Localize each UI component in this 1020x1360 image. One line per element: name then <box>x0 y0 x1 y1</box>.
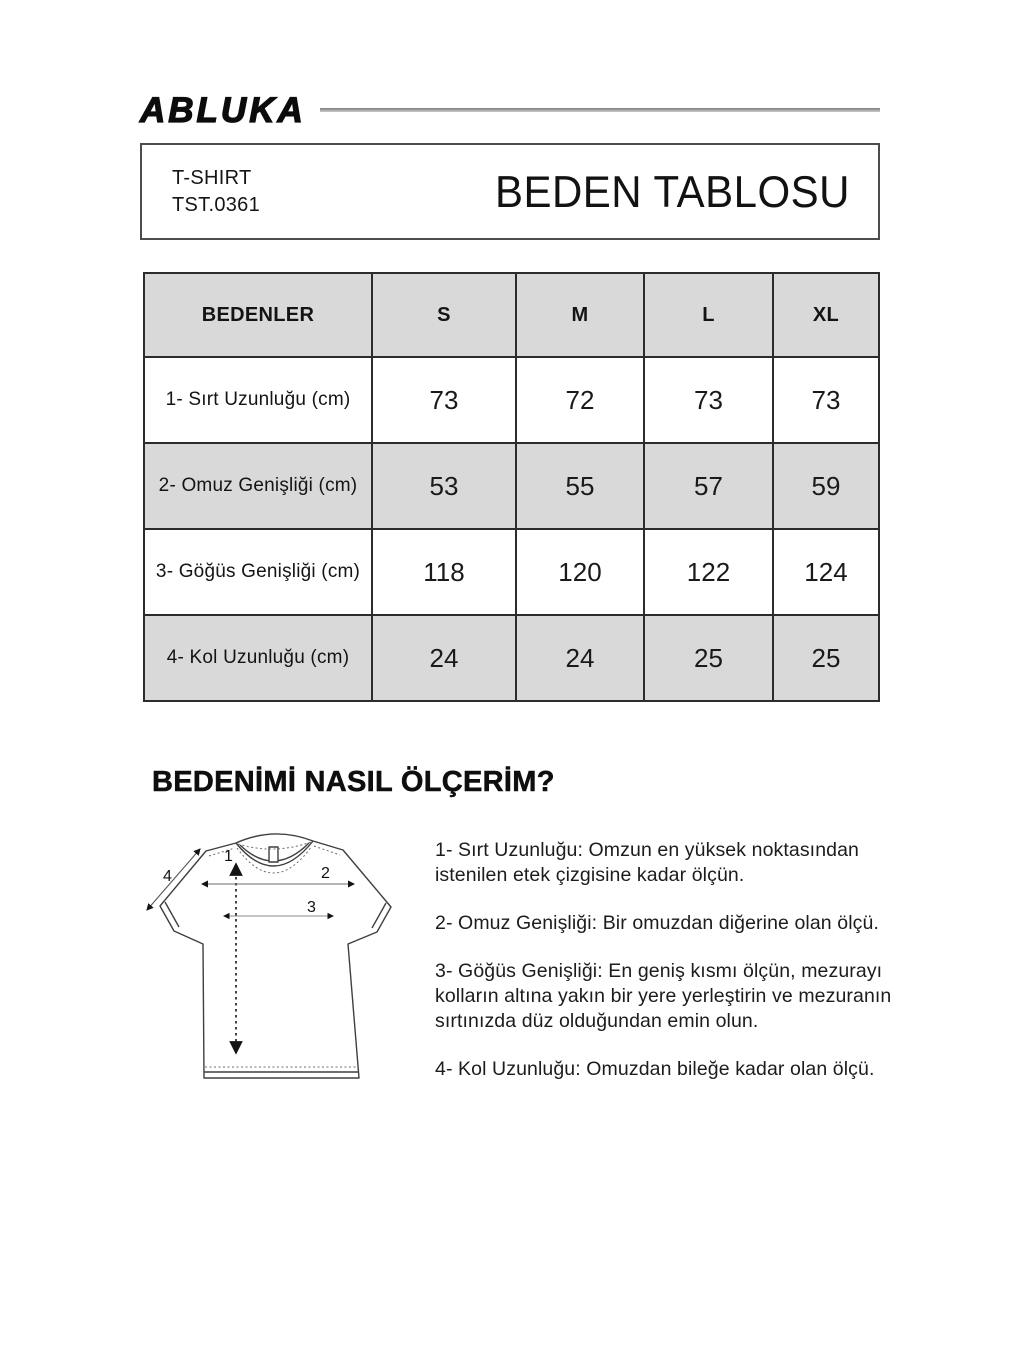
product-code: TST.0361 <box>172 193 261 216</box>
size-table <box>143 272 880 702</box>
diagram-label-1: 1 <box>224 848 233 865</box>
column-header-s: S <box>372 273 516 357</box>
diagram-label-3: 3 <box>307 899 316 916</box>
diagram-label-2: 2 <box>321 865 330 882</box>
size-value: 57 <box>644 443 773 529</box>
brand-row <box>140 92 880 128</box>
page-title: BEDEN TABLOSU <box>494 166 850 216</box>
product-name: T-SHIRT <box>172 166 252 189</box>
table-row <box>144 357 879 443</box>
size-value: 73 <box>773 357 879 443</box>
measure-section-heading: BEDENİMİ NASIL ÖLÇERİM? <box>152 766 555 798</box>
size-value: 24 <box>516 615 644 701</box>
size-value: 124 <box>773 529 879 615</box>
measure-instructions <box>435 838 915 1105</box>
measurement-label: 2- Omuz Genişliği (cm) <box>144 443 372 529</box>
diagram-labels <box>163 848 330 916</box>
measurement-label: 4- Kol Uzunluğu (cm) <box>144 615 372 701</box>
instruction-chest-width: 3- Göğüs Genişliği: En geniş kısmı ölçün, mezurayı kolların altına yakın bir yere yerleştirin ve mezuranın sırtınızda düz olduğundan emin olun. <box>435 960 892 1032</box>
column-header-bedenler: BEDENLER <box>144 273 372 357</box>
size-table-header-row <box>144 273 879 357</box>
size-value: 25 <box>773 615 879 701</box>
diagram-label-4: 4 <box>163 868 172 885</box>
size-value: 73 <box>372 357 516 443</box>
size-value: 118 <box>372 529 516 615</box>
size-value: 120 <box>516 529 644 615</box>
size-value: 59 <box>773 443 879 529</box>
brand-logo: ABLUKA <box>140 90 306 130</box>
column-header-m: M <box>516 273 644 357</box>
size-value: 122 <box>644 529 773 615</box>
instruction-shoulder-width: 2- Omuz Genişliği: Bir omuzdan diğerine olan ölçü. <box>435 912 879 934</box>
table-row <box>144 443 879 529</box>
size-value: 55 <box>516 443 644 529</box>
tshirt-outline <box>160 834 391 1078</box>
size-value: 72 <box>516 357 644 443</box>
column-header-l: L <box>644 273 773 357</box>
column-header-xl: XL <box>773 273 879 357</box>
table-row <box>144 529 879 615</box>
header-box <box>140 143 880 240</box>
brand-divider-line <box>320 108 880 112</box>
measurement-label: 1- Sırt Uzunluğu (cm) <box>144 357 372 443</box>
instruction-sleeve-length: 4- Kol Uzunluğu: Omuzdan bileğe kadar olan ölçü. <box>435 1058 875 1080</box>
measurement-label: 3- Göğüs Genişliği (cm) <box>144 529 372 615</box>
product-block <box>172 165 260 219</box>
instruction-back-length: 1- Sırt Uzunluğu: Omzun en yüksek noktasından istenilen etek çizgisine kadar ölçün. <box>435 839 859 886</box>
table-row <box>144 615 879 701</box>
stitch-lines <box>205 842 358 1067</box>
arrow-sleeve-length <box>147 849 200 910</box>
size-value: 25 <box>644 615 773 701</box>
size-value: 53 <box>372 443 516 529</box>
size-value: 73 <box>644 357 773 443</box>
tshirt-measurement-diagram <box>138 823 438 1093</box>
size-value: 24 <box>372 615 516 701</box>
